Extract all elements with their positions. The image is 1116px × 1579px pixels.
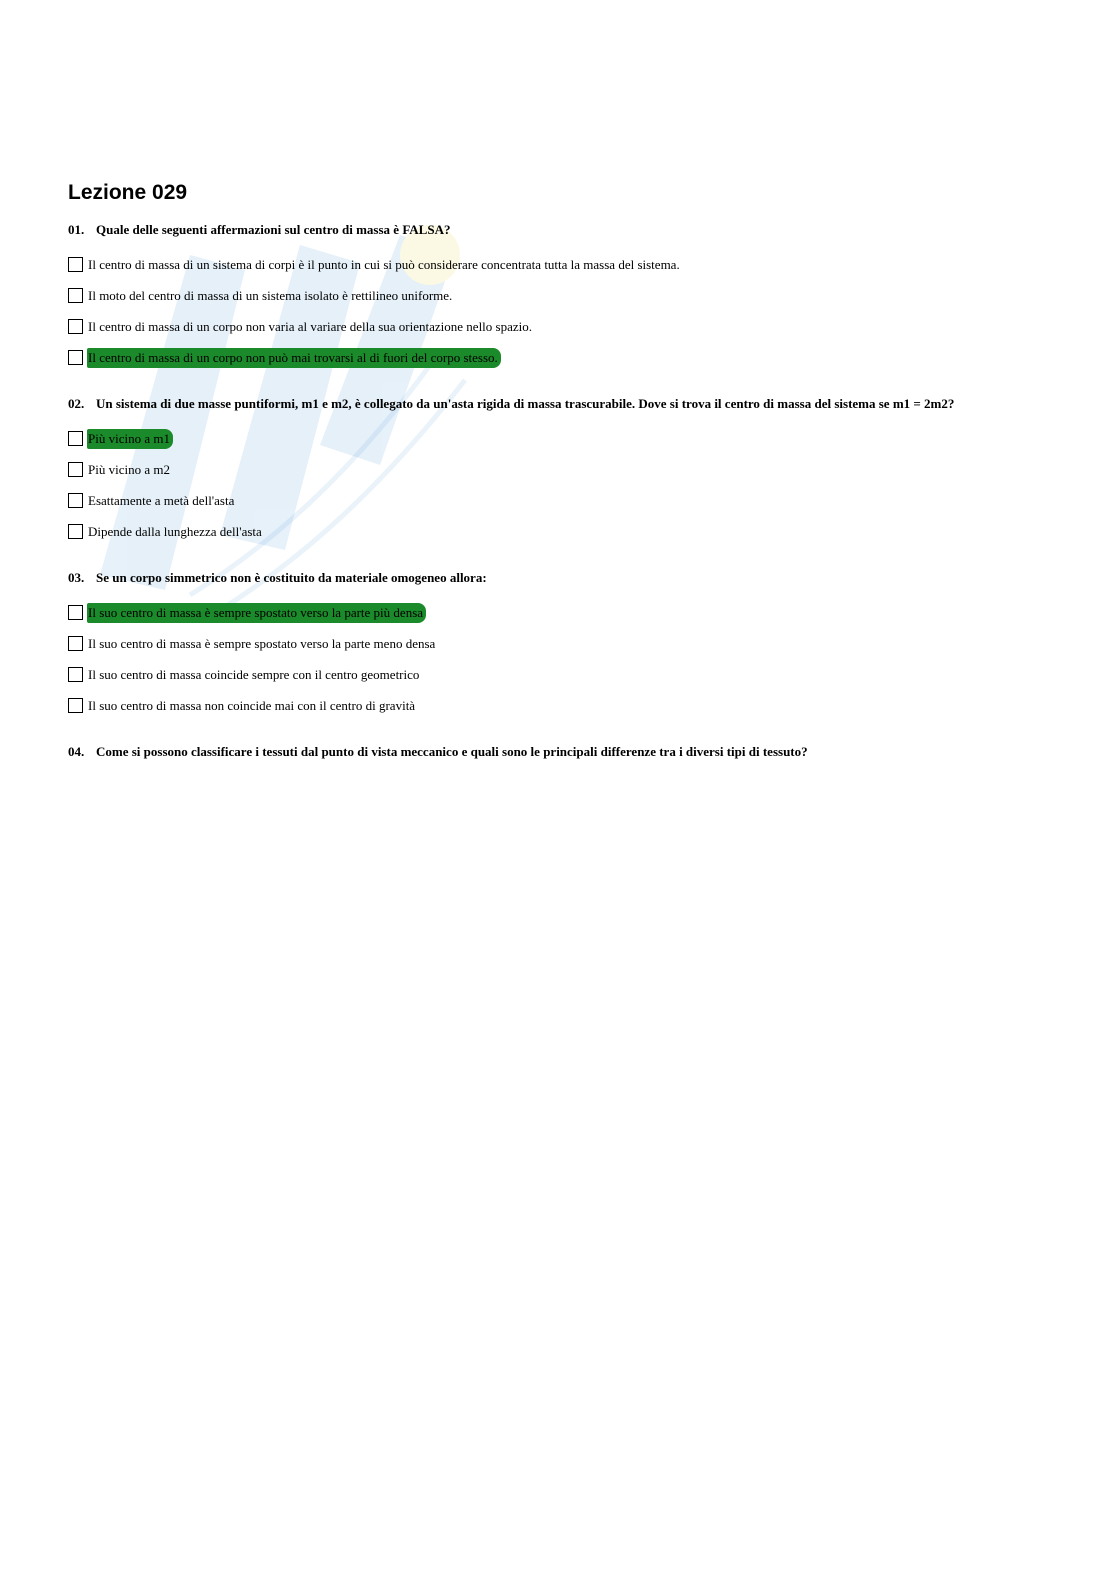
- answer-checkbox[interactable]: [68, 698, 83, 713]
- question-list: [68, 221, 1068, 761]
- answer-label: Il suo centro di massa è sempre spostato verso la parte meno densa: [88, 635, 436, 651]
- answer-option[interactable]: [68, 423, 1068, 454]
- question-text: [68, 569, 1068, 587]
- question-4: [68, 743, 1068, 761]
- answer-label-highlighted: Più vicino a m1: [87, 429, 173, 449]
- question-text: [68, 743, 1068, 761]
- answer-option[interactable]: [68, 249, 1068, 280]
- answer-option[interactable]: [68, 628, 1068, 659]
- answer-checkbox[interactable]: [68, 524, 83, 539]
- answer-option[interactable]: [68, 659, 1068, 690]
- answer-label: Dipende dalla lunghezza dell'asta: [88, 523, 262, 539]
- question-1: [68, 221, 1068, 373]
- answer-checkbox[interactable]: [68, 288, 83, 303]
- answer-checkbox[interactable]: [68, 605, 83, 620]
- answer-label: Il centro di massa di un sistema di corpi è il punto in cui si può considerare concentrata tutta la massa del sistema.: [88, 256, 680, 272]
- question-2: [68, 395, 1068, 547]
- answer-checkbox[interactable]: [68, 319, 83, 334]
- answer-checkbox[interactable]: [68, 462, 83, 477]
- question-label: Come si possono classificare i tessuti dal punto di vista meccanico e quali sono le principali differenze tra i diversi tipi di tessuto?: [96, 744, 808, 759]
- question-text: [68, 221, 1068, 239]
- answer-label: Il moto del centro di massa di un sistema isolato è rettilineo uniforme.: [88, 287, 453, 303]
- answer-option[interactable]: [68, 485, 1068, 516]
- answer-label-highlighted: Il suo centro di massa è sempre spostato verso la parte più densa: [87, 603, 426, 623]
- answer-option[interactable]: [68, 516, 1068, 547]
- answer-label-highlighted: Il centro di massa di un corpo non può mai trovarsi al di fuori del corpo stesso.: [87, 348, 501, 368]
- answer-label: Il suo centro di massa coincide sempre con il centro geometrico: [88, 666, 420, 682]
- question-text: [68, 395, 1068, 413]
- answer-checkbox[interactable]: [68, 636, 83, 651]
- answer-checkbox[interactable]: [68, 493, 83, 508]
- answer-label: Esattamente a metà dell'asta: [88, 492, 235, 508]
- answer-option[interactable]: [68, 280, 1068, 311]
- answer-option[interactable]: [68, 342, 1068, 373]
- question-number: 03.: [68, 570, 85, 585]
- answer-option[interactable]: [68, 454, 1068, 485]
- question-3: [68, 569, 1068, 721]
- question-label: Un sistema di due masse puntiformi, m1 e m2, è collegato da un'asta rigida di massa trascurabile. Dove si trova il centro di massa del sistema se m1 = 2m2?: [96, 396, 955, 411]
- lesson-title: Lezione 029: [68, 181, 188, 204]
- question-label: Se un corpo simmetrico non è costituito da materiale omogeneo allora:: [96, 570, 487, 585]
- question-number: 04.: [68, 744, 85, 759]
- answer-checkbox[interactable]: [68, 667, 83, 682]
- question-number: 01.: [68, 222, 85, 237]
- answer-checkbox[interactable]: [68, 350, 83, 365]
- answer-label: Più vicino a m2: [88, 461, 170, 477]
- answer-label: Il centro di massa di un corpo non varia al variare della sua orientazione nello spazio.: [88, 318, 532, 334]
- question-label: Quale delle seguenti affermazioni sul centro di massa è FALSA?: [96, 222, 451, 237]
- answer-option[interactable]: [68, 597, 1068, 628]
- answer-checkbox[interactable]: [68, 257, 83, 272]
- answer-option[interactable]: [68, 690, 1068, 721]
- answer-option[interactable]: [68, 311, 1068, 342]
- question-number: 02.: [68, 396, 85, 411]
- answer-label: Il suo centro di massa non coincide mai con il centro di gravità: [88, 697, 416, 713]
- document-page: [68, 178, 1068, 783]
- answer-checkbox[interactable]: [68, 431, 83, 446]
